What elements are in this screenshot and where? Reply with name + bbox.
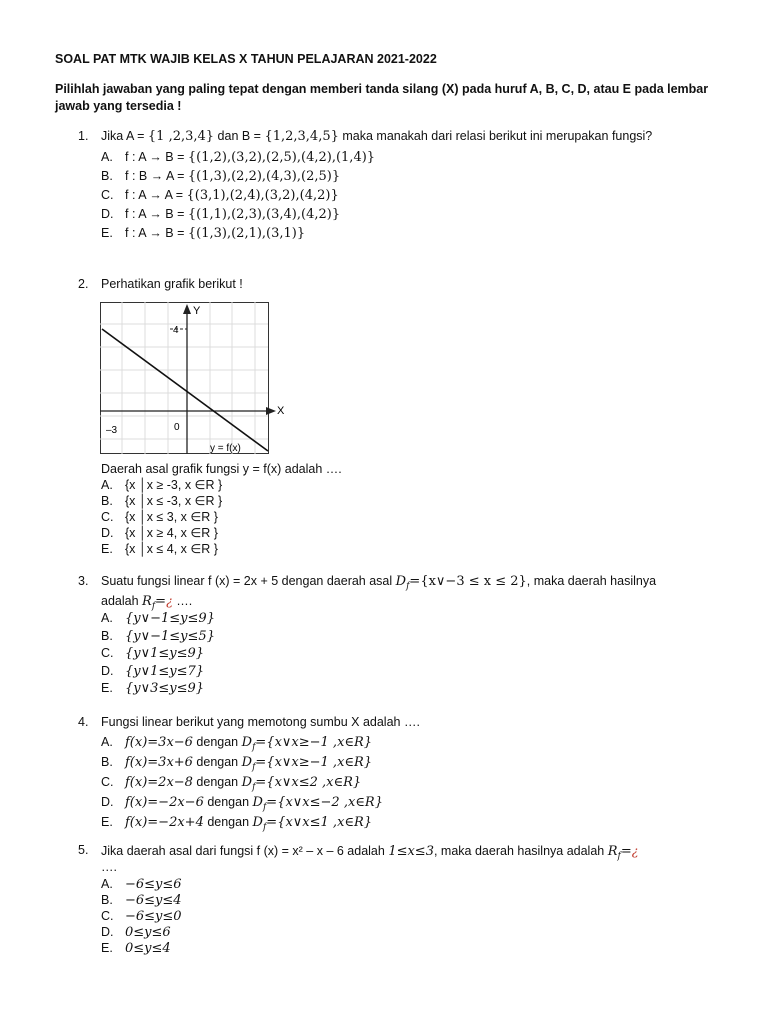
set-b: {1,2,3,4,5} — [264, 129, 339, 144]
option-e[interactable] — [101, 224, 375, 243]
option-math: {(1,3),(2,2),(4,3),(2,5)} — [187, 169, 341, 184]
option-function: f(x)=−2x+4 — [125, 815, 204, 830]
x-axis-label: X — [277, 405, 285, 417]
domain-subscript: f — [252, 782, 256, 793]
option-letter: E. — [101, 226, 113, 240]
domain-subscript: f — [406, 581, 410, 592]
option-text: {x │x ≥ -3, x ∈R } — [125, 478, 223, 492]
question-text: Perhatikan grafik berikut ! — [101, 277, 243, 291]
option-d[interactable] — [101, 525, 222, 541]
option-math: −6≤y≤0 — [125, 909, 182, 924]
range-symbol: R — [142, 594, 152, 609]
option-text: {x │x ≤ 3, x ∈R } — [125, 510, 218, 524]
text-part: adalah — [101, 594, 143, 608]
option-c[interactable] — [101, 645, 215, 663]
option-text: f : A → B = — [125, 226, 188, 240]
range-subscript: f — [617, 851, 621, 862]
question-number: 1. — [78, 129, 89, 143]
set-a: {1 ,2,3,4} — [147, 129, 215, 144]
option-c[interactable] — [101, 908, 182, 924]
domain-set: ={x∨x≥−1 ,x∈R} — [255, 735, 373, 750]
option-b[interactable] — [101, 167, 375, 186]
option-c[interactable] — [101, 772, 383, 792]
y-axis-label: Y — [193, 305, 201, 317]
option-e[interactable] — [101, 680, 215, 698]
option-letter: C. — [101, 188, 114, 202]
option-letter: A. — [101, 478, 113, 492]
domain-symbol: D — [241, 775, 253, 790]
domain-symbol: D — [241, 735, 253, 750]
option-e[interactable] — [101, 812, 383, 832]
option-letter: C. — [101, 646, 114, 660]
option-math: {y∨−1≤y≤9} — [125, 611, 215, 626]
option-text: f : B → A = — [125, 169, 188, 183]
question-text-line-2 — [101, 593, 192, 612]
option-a[interactable] — [101, 477, 222, 493]
option-math: {(1,1),(2,3),(3,4),(4,2)} — [187, 207, 341, 222]
domain-symbol: D — [252, 815, 263, 830]
domain-set: ={x∨x≥−1 ,x∈R} — [255, 755, 373, 770]
question-text — [101, 129, 652, 144]
options-list — [101, 876, 182, 956]
x-axis-arrow-icon — [266, 407, 276, 415]
question-text: Daerah asal grafik fungsi y = f(x) adalah …. — [101, 462, 342, 476]
option-letter: C. — [101, 775, 114, 789]
option-b[interactable] — [101, 752, 383, 772]
option-math: 0≤y≤6 — [125, 925, 171, 940]
question-number: 5. — [78, 843, 89, 857]
option-math: {(1,2),(3,2),(2,5),(4,2),(1,4)} — [187, 150, 376, 165]
range-subscript: f — [151, 601, 156, 612]
option-text: dengan — [192, 735, 242, 749]
option-text: f : A → A = — [125, 188, 187, 202]
option-math: −6≤y≤6 — [125, 877, 182, 892]
range-equals: = — [155, 594, 167, 609]
option-c[interactable] — [101, 186, 375, 205]
question-text: Fungsi linear berikut yang memotong sumbu X adalah …. — [101, 715, 420, 729]
text-part: dan B = — [214, 129, 265, 143]
option-letter: A. — [101, 735, 113, 749]
domain-subscript: f — [262, 802, 267, 813]
domain-set: ={x∨−3 ≤ x ≤ 2} — [409, 574, 527, 589]
option-letter: E. — [101, 542, 113, 556]
options-list — [101, 732, 383, 832]
option-letter: A. — [101, 150, 113, 164]
exam-instruction: Pilihlah jawaban yang paling tepat dengan memberi tanda silang (X) pada huruf A, B, C, D, atau E pada lembar jawab yang tersedia ! — [55, 82, 709, 113]
option-letter: C. — [101, 510, 114, 524]
option-letter: D. — [101, 526, 114, 540]
options-list — [101, 610, 215, 698]
option-function: f(x)=3x−6 — [125, 735, 193, 750]
option-a[interactable] — [101, 148, 375, 167]
option-a[interactable] — [101, 610, 215, 628]
option-text: dengan — [192, 775, 242, 789]
option-letter: B. — [101, 628, 113, 643]
function-graph — [100, 302, 285, 454]
text-part: …. — [172, 594, 193, 608]
option-b[interactable] — [101, 493, 222, 509]
option-text: f : A → B = — [125, 207, 188, 221]
option-d[interactable] — [101, 663, 215, 681]
option-math: {y∨−1≤y≤5} — [125, 628, 215, 644]
option-math: −6≤y≤4 — [125, 893, 182, 908]
option-letter: E. — [101, 941, 113, 955]
option-function: f(x)=2x−8 — [125, 775, 193, 790]
question-text — [101, 574, 656, 592]
range-glyph: ¿ — [631, 843, 639, 858]
range-symbol: R — [607, 844, 618, 859]
option-text: {x │x ≤ -3, x ∈R } — [125, 494, 223, 508]
option-math: {y∨1≤y≤7} — [125, 663, 205, 679]
graph-frame — [101, 303, 269, 454]
option-math: {(1,3),(2,1),(3,1)} — [187, 226, 306, 241]
text-part: maka manakah dari relasi berikut ini merupakan fungsi? — [338, 129, 653, 143]
text-part: Jika A = — [101, 129, 148, 143]
option-d[interactable] — [101, 792, 383, 812]
option-d[interactable] — [101, 924, 182, 940]
option-math: {y∨3≤y≤9} — [125, 681, 205, 696]
option-function: f(x)=−2x−6 — [125, 795, 204, 810]
options-list — [101, 477, 222, 557]
option-letter: D. — [101, 663, 114, 678]
function-label: y = f(x) — [210, 443, 241, 454]
option-b[interactable] — [101, 892, 182, 908]
domain-subscript: f — [262, 822, 267, 833]
text-part: , maka daerah hasilnya — [526, 574, 657, 588]
option-letter: D. — [101, 207, 114, 221]
option-function: f(x)=3x+6 — [125, 755, 193, 770]
range-glyph: ¿ — [166, 593, 173, 608]
option-text: dengan — [203, 795, 253, 809]
option-c[interactable] — [101, 509, 222, 525]
option-letter: E. — [101, 681, 113, 695]
domain-set: ={x∨x≤2 ,x∈R} — [255, 775, 362, 790]
question-number: 3. — [78, 574, 89, 588]
option-d[interactable] — [101, 205, 375, 224]
option-letter: A. — [101, 877, 113, 891]
option-text: {x │x ≥ 4, x ∈R } — [125, 526, 218, 540]
option-e[interactable] — [101, 940, 182, 956]
question-number: 4. — [78, 715, 89, 729]
text-part: Jika daerah asal dari fungsi f (x) = x² – x – 6 adalah — [101, 844, 389, 858]
option-letter: A. — [101, 611, 113, 625]
domain-set: ={x∨x≤−2 ,x∈R} — [266, 795, 383, 810]
domain-symbol: D — [241, 755, 253, 770]
option-math: {(3,1),(2,4),(3,2),(4,2)} — [186, 188, 339, 203]
option-letter: C. — [101, 909, 114, 923]
question-text-line-2: …. — [101, 860, 117, 874]
domain-symbol: D — [252, 795, 263, 810]
option-text: {x │x ≤ 4, x ∈R } — [125, 542, 218, 556]
domain-subscript: f — [252, 742, 256, 753]
option-text: dengan — [203, 815, 253, 829]
option-letter: D. — [101, 795, 114, 809]
domain-inequality: 1≤x≤3 — [388, 844, 434, 859]
domain-subscript: f — [252, 762, 256, 773]
text-part: Suatu fungsi linear f (x) = 2x + 5 dengan daerah asal — [101, 574, 396, 588]
x-tick-label: –3 — [106, 425, 118, 436]
text-part: , maka daerah hasilnya adalah — [433, 844, 608, 858]
option-a[interactable] — [101, 876, 182, 892]
option-math: {y∨1≤y≤9} — [125, 646, 205, 661]
option-letter: B. — [101, 755, 113, 769]
domain-set: ={x∨x≤1 ,x∈R} — [266, 815, 373, 830]
origin-label: 0 — [174, 422, 180, 433]
option-text: f : A → B = — [125, 150, 188, 164]
option-math: 0≤y≤4 — [125, 941, 171, 956]
question-text — [101, 843, 638, 862]
option-text: dengan — [192, 755, 242, 769]
option-letter: E. — [101, 815, 113, 829]
option-letter: B. — [101, 893, 113, 907]
exam-title: SOAL PAT MTK WAJIB KELAS X TAHUN PELAJARAN 2021-2022 — [55, 52, 437, 66]
option-e[interactable] — [101, 541, 222, 557]
domain-symbol: D — [395, 574, 407, 589]
options-list — [101, 148, 375, 243]
option-b[interactable] — [101, 628, 215, 646]
option-letter: B. — [101, 169, 113, 183]
option-a[interactable] — [101, 732, 383, 752]
range-equals: = — [620, 844, 632, 859]
question-number: 2. — [78, 277, 89, 291]
option-letter: D. — [101, 925, 114, 939]
option-letter: B. — [101, 494, 113, 508]
y-tick-label: 4 — [173, 325, 179, 336]
